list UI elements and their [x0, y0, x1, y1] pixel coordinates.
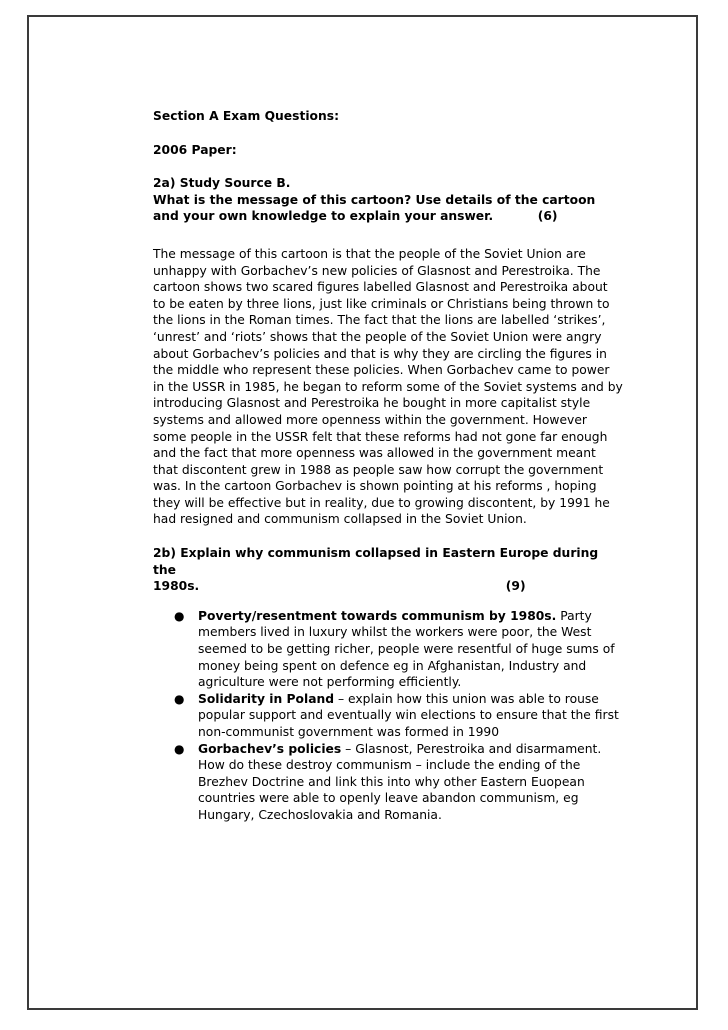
bullet-text: Party members lived in luxury whilst the workers were poor, the West seemed to be getting richer, people were resentful of huge sums of money being spent on defence eg in Afghanistan, Industry and agriculture were not performing efficiently. [198, 608, 615, 690]
paper-title: 2006 Paper: [153, 142, 237, 157]
bullet-icon: ● [174, 741, 185, 756]
question-2a-label: 2a) Study Source B. [153, 176, 291, 191]
document-body [153, 108, 623, 824]
question-2b-line2 [153, 578, 623, 595]
question-2b-line1: 2b) Explain why communism collapsed in Eastern Europe during the [153, 546, 599, 577]
question-2b-bullets [153, 608, 623, 824]
bullet-text: – explain how this union was able to rouse popular support and eventually win elections to ensure that the first non-communist government was formed in 1990 [198, 691, 619, 739]
question-2b-marks: (9) [505, 579, 526, 594]
answer-2a: The message of this cartoon is that the people of the Soviet Union are unhappy with Gorbachev’s new policies of Glasnost and Perestroika. The cartoon shows two scared figures labelled Glasnost and Perestroika about to be eaten by three lions, just like criminals or Christians being thrown to the lions in the Roman times. The fact that the lions are labelled ‘strikes’, ‘unrest’ and ‘riots’ shows that the people of the Soviet Union were angry about Gorbachev’s policies and that is why they are circling the figures in the middle who represent these policies. When Gorbachev came to power in the USSR in 1985, he began to reform some of the Soviet systems and by introducing Glasnost and Perestroika he bought in more capitalist style systems and allowed more openness within the government. However some people in the USSR felt that these reforms had not gone far enough and the fact that more openness was allowed in the government meant that discontent grew in 1988 as people saw how corrupt the government was. In the cartoon Gorbachev is shown pointing at his reforms , hoping they will be effective but in reality, due to growing discontent, by 1991 he had resigned and communism collapsed in the Soviet Union. [153, 246, 623, 527]
bullet-item [153, 741, 623, 824]
question-2a [153, 175, 623, 225]
bullet-icon: ● [174, 608, 185, 623]
bullet-heading: Gorbachev’s policies [198, 741, 342, 756]
question-2b-line2-text: 1980s. [153, 579, 200, 594]
bullet-text: – Glasnost, Perestroika and disarmament. How do these destroy communism – include the ending of the Brezhev Doctrine and link this into why other Eastern Euopean countries were able to openly leave abandon communism, eg Hungary, Czechoslovakia and Romania. [198, 741, 602, 822]
bullet-icon: ● [174, 691, 185, 706]
question-2a-text [153, 192, 623, 225]
question-2a-marks: (6) [537, 209, 558, 224]
bullet-heading: Poverty/resentment towards communism by 1980s. [198, 608, 557, 623]
bullet-heading: Solidarity in Poland [198, 691, 335, 706]
bullet-item [153, 691, 623, 741]
section-title: Section A Exam Questions: [153, 109, 339, 123]
question-2b [153, 545, 623, 595]
bullet-item [153, 608, 623, 691]
question-2a-question: What is the message of this cartoon? Use details of the cartoon and your own knowledge to explain your answer. [153, 192, 596, 224]
